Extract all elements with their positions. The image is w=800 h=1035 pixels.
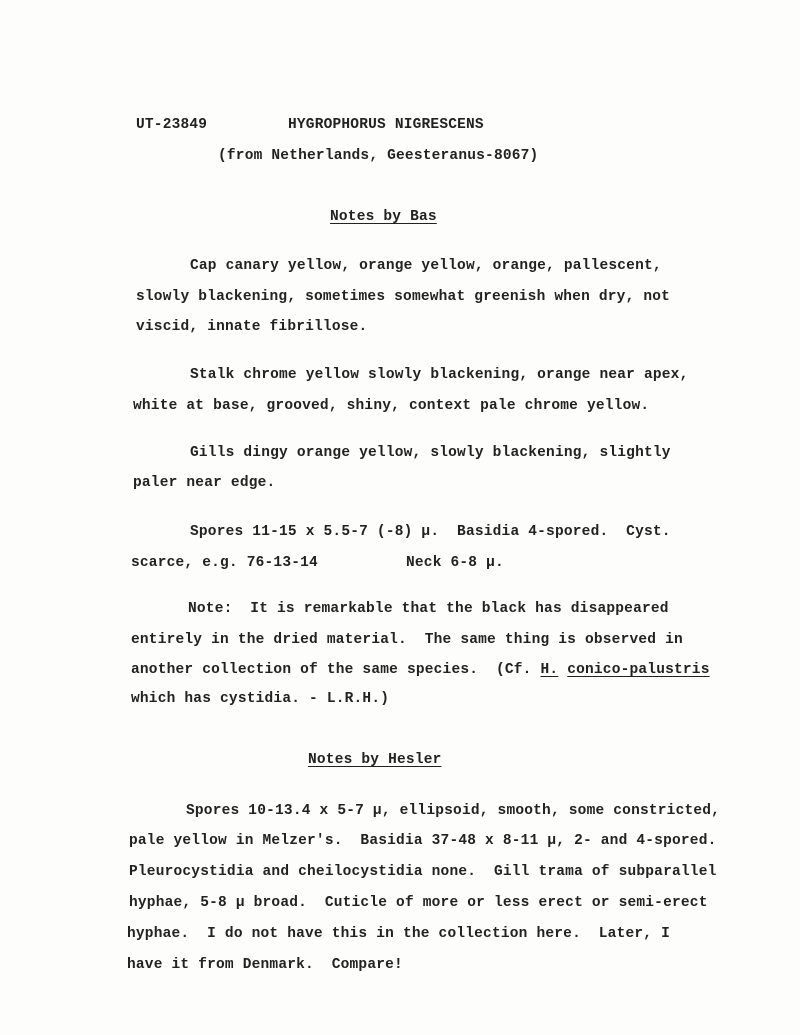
species-title: HYGROPHORUS NIGRESCENS: [288, 117, 484, 133]
bas-gills-line-2: paler near edge.: [133, 475, 276, 491]
hesler-line-4: hyphae, 5-8 µ broad. Cuticle of more or less erect or semi-erect: [129, 895, 708, 911]
bas-spores-line-2b: Neck 6-8 µ.: [406, 555, 504, 571]
hesler-notes-heading: Notes by Hesler: [308, 752, 442, 768]
bas-note-line-3: [131, 661, 710, 679]
bas-stalk-line-1: Stalk chrome yellow slowly blackening, orange near apex,: [190, 367, 689, 383]
hesler-line-1: Spores 10-13.4 x 5-7 µ, ellipsoid, smooth, some constricted,: [186, 803, 721, 819]
bas-stalk-line-2: white at base, grooved, shiny, context pale chrome yellow.: [133, 398, 650, 414]
bas-spores-line-2a: scarce, e.g. 76-13-14: [131, 555, 318, 571]
accession-number: UT-23849: [136, 117, 208, 133]
genus-species-gap: [558, 662, 567, 678]
species-epithet: conico-palustris: [567, 662, 710, 678]
genus-abbreviation: H.: [540, 662, 559, 678]
hesler-line-5: hyphae. I do not have this in the collection here. Later, I: [127, 926, 670, 942]
bas-gills-line-1: Gills dingy orange yellow, slowly blackening, slightly: [190, 445, 671, 461]
bas-cap-line-2: slowly blackening, sometimes somewhat greenish when dry, not: [136, 289, 671, 305]
bas-notes-heading: Notes by Bas: [330, 209, 437, 225]
bas-note-line-2: entirely in the dried material. The same thing is observed in: [131, 632, 683, 648]
specimen-origin: (from Netherlands, Geesteranus-8067): [218, 148, 539, 164]
bas-note-line-3-text: another collection of the same species. (Cf.: [131, 662, 541, 678]
bas-spores-line-1: Spores 11-15 x 5.5-7 (-8) µ. Basidia 4-spored. Cyst.: [190, 524, 671, 540]
bas-cap-line-3: viscid, innate fibrillose.: [136, 319, 368, 335]
bas-note-line-4: which has cystidia. - L.R.H.): [131, 691, 390, 707]
hesler-line-2: pale yellow in Melzer's. Basidia 37-48 x 8-11 µ, 2- and 4-spored.: [129, 833, 717, 849]
hesler-line-6: have it from Denmark. Compare!: [127, 957, 403, 973]
bas-note-line-1: Note: It is remarkable that the black has disappeared: [188, 601, 669, 617]
hesler-line-3: Pleurocystidia and cheilocystidia none. Gill trama of subparallel: [129, 864, 717, 880]
bas-cap-line-1: Cap canary yellow, orange yellow, orange, pallescent,: [190, 258, 662, 274]
